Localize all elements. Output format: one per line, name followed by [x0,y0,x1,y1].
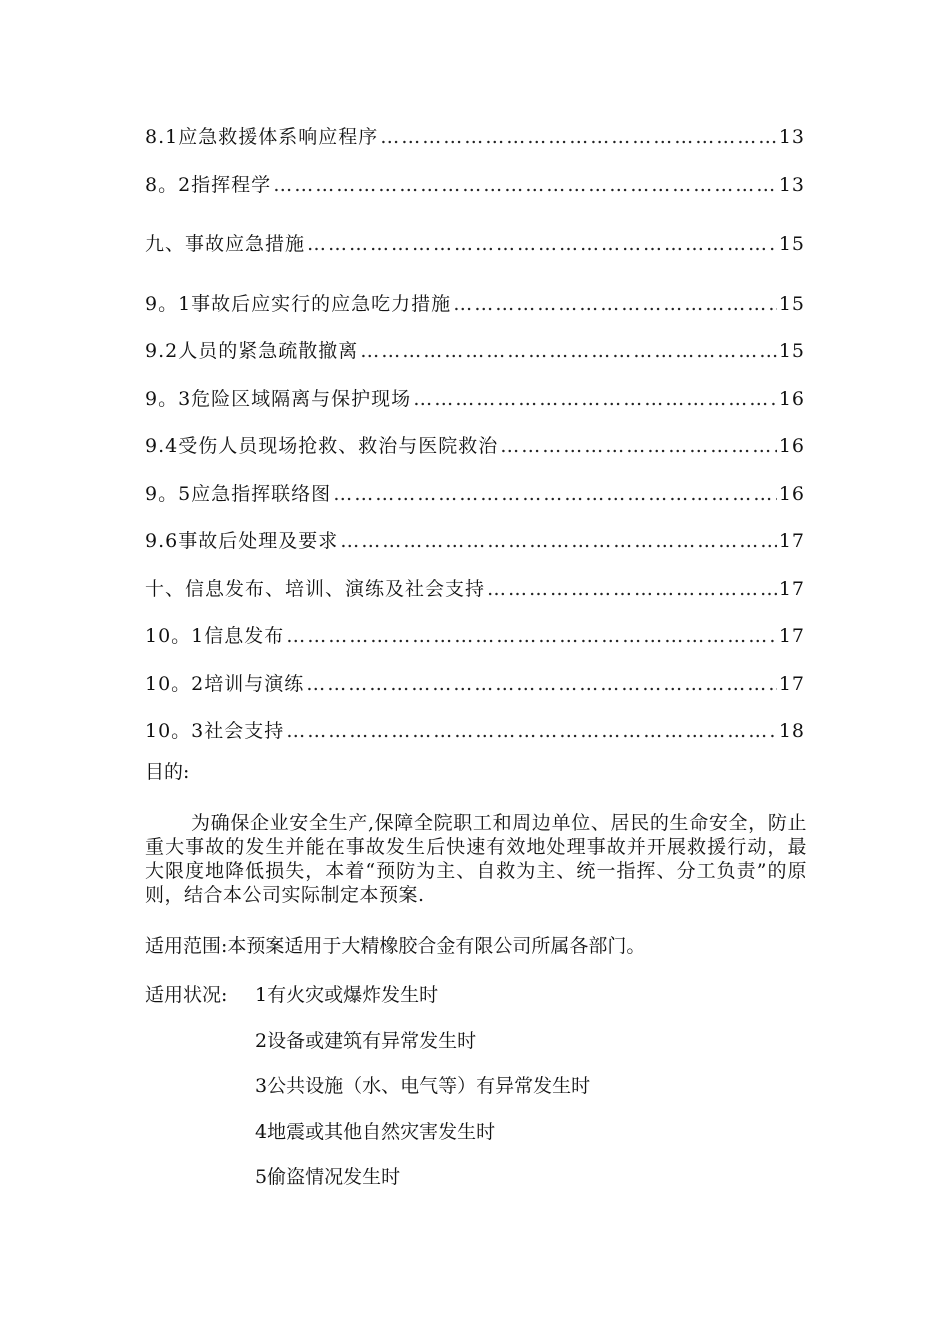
toc-page-number: 16 [778,482,805,505]
toc-page-number: 13 [778,173,805,196]
toc-dot-leader [340,530,777,552]
toc-entry [145,289,805,337]
toc-page-number: 16 [778,387,805,410]
situation-item: 4地震或其他自然灾害发生时 [255,1120,496,1143]
situation-row [145,1029,807,1075]
toc-page-number: 15 [778,233,805,255]
toc-entry-title: 十、信息发布、培训、演练及社会支持 [145,577,486,600]
situation-item: 1有火灾或爆炸发生时 [255,984,439,1006]
toc-entry [145,229,805,277]
toc-dot-leader [307,233,777,255]
situation-row [145,983,807,1029]
toc-entry [145,122,805,170]
toc-page-number: 17 [778,577,805,600]
toc-page-number: 17 [778,672,805,695]
table-of-contents [145,122,805,764]
toc-dot-leader [333,483,777,505]
toc-entry [145,431,805,479]
toc-page-number: 13 [778,126,805,148]
situation-row [145,1074,807,1120]
toc-page-number: 18 [778,720,805,742]
toc-dot-leader [453,293,777,315]
toc-entry-title: 9。5应急指挥联络图 [145,482,332,505]
toc-entry-title: 10。2培训与演练 [145,672,305,695]
toc-entry [145,716,805,764]
scope-statement: 适用范围:本预案适用于大精橡胶合金有限公司所属各部门。 [145,935,646,957]
toc-page-number: 15 [778,292,805,315]
toc-page-number: 17 [778,530,805,552]
toc-entry [145,336,805,384]
situation-row [145,1165,807,1211]
purpose-paragraph: 为确保企业安全生产,保障全院职工和周边单位、居民的生命安全，防止重大事故的发生并能在事故发生后快速有效地处理事故并开展救援行动，最大限度地降低损失，本着“预防为主、自救为主、统一指挥、分工负责”的原则，结合本公司实际制定本预案. [145,812,807,906]
toc-dot-leader [286,625,777,647]
situation-item: 5偷盗情况发生时 [255,1166,401,1188]
toc-entry-title: 9。1事故后应实行的应急吃力措施 [145,292,452,315]
toc-entry-title: 9.4受伤人员现场抢救、救治与医院救治 [145,435,499,457]
situation-row [145,1120,807,1166]
toc-page-number: 16 [778,435,805,457]
toc-page-number: 17 [778,625,805,647]
toc-entry [145,170,805,218]
toc-entry [145,669,805,717]
toc-dot-leader [360,340,777,362]
toc-dot-leader [273,174,777,196]
toc-entry [145,574,805,622]
toc-dot-leader [500,435,777,457]
toc-dot-leader [380,126,777,148]
toc-dot-leader [413,388,777,410]
toc-dot-leader [286,720,777,742]
situation-item: 3公共设施（水、电气等）有异常发生时 [255,1075,591,1097]
toc-entry [145,479,805,527]
toc-entry-title: 9.6事故后处理及要求 [145,530,339,552]
toc-entry [145,621,805,669]
situations-label: 适用状况: [145,984,228,1006]
toc-entry [145,384,805,432]
toc-entry-title: 9。3危险区域隔离与保护现场 [145,387,412,410]
toc-entry-title: 8.1应急救援体系响应程序 [145,126,379,148]
toc-entry-title: 10。3社会支持 [145,720,285,742]
toc-dot-leader [306,673,777,695]
toc-entry-title: 10。1信息发布 [145,625,285,647]
toc-dot-leader [487,578,777,600]
toc-page-number: 15 [778,340,805,362]
situation-item: 2设备或建筑有异常发生时 [255,1029,477,1052]
purpose-heading: 目的: [145,761,190,783]
toc-entry-title: 九、事故应急措施 [145,233,306,255]
toc-entry-title: 8。2指挥程学 [145,173,272,196]
applicable-situations [145,983,807,1211]
toc-entry-title: 9.2人员的紧急疏散撤离 [145,340,359,362]
toc-entry [145,526,805,574]
